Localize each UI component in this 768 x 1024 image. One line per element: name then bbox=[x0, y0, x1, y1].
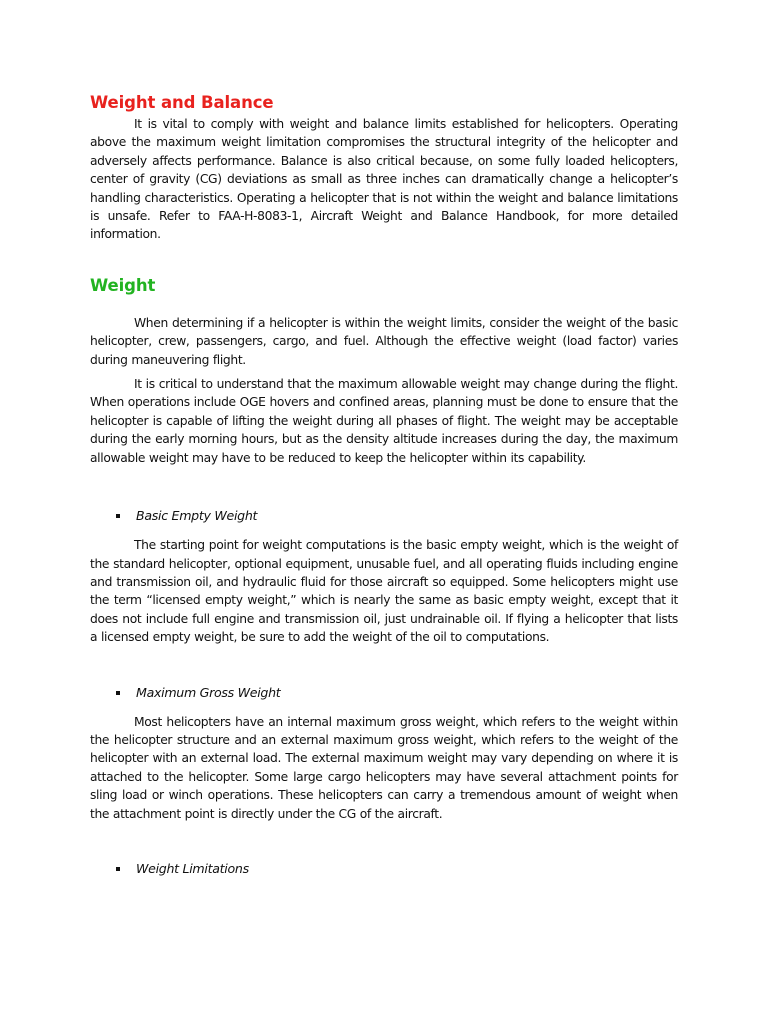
weight-paragraph-2: It is critical to understand that the maximum allowable weight may change during the flight. When operations include OGE hovers and confined areas, planning must be done to ensure that the helicopter is capable of lifting the weight during all phases of flight. The weight may be acceptable during the early morning hours, but as the density altitude increases during the day, the maximum allowable weight may have to be reduced to keep the helicopter within its capability. bbox=[90, 377, 678, 465]
intro-paragraph: It is vital to comply with weight and balance limits established for helicopters. Operating above the maximum weight limitation compromises the structural integrity of the helicopter and adversely affects performance. Balance is also critical because, on some fully loaded helicopters, center of gravity (CG) deviations as small as three inches can dramatically change a helicopter’s handling characteristics. Operating a helicopter that is not within the weight and balance limitations is unsafe. Refer to FAA-H-8083-1, Aircraft Weight and Balance Handbook, for more detailed information. bbox=[90, 117, 678, 242]
subsection-title: Weight bbox=[90, 275, 156, 295]
square-bullet-icon bbox=[116, 514, 120, 518]
bullet-maximum-gross-weight bbox=[90, 684, 678, 702]
bullet-title: Maximum Gross Weight bbox=[136, 684, 281, 700]
maximum-gross-weight-paragraph: Most helicopters have an internal maximum gross weight, which refers to the weight within the helicopter structure and an external maximum gross weight, which refers to the weight of the helicopter with an external load. The external maximum weight may vary depending on where it is attached to the helicopter. Some large cargo helicopters may have several attachment points for sling load or winch operations. These helicopters can carry a tremendous amount of weight when the attachment point is directly under the CG of the aircraft. bbox=[90, 714, 678, 821]
bullet-basic-empty-weight bbox=[90, 507, 678, 525]
square-bullet-icon bbox=[116, 867, 120, 871]
document-page bbox=[90, 92, 678, 878]
square-bullet-icon bbox=[116, 691, 120, 695]
weight-paragraph-1: When determining if a helicopter is within the weight limits, consider the weight of the basic helicopter, crew, passengers, cargo, and fuel. Although the effective weight (load factor) varies during maneuvering flight. bbox=[90, 315, 678, 367]
basic-empty-weight-paragraph: The starting point for weight computations is the basic empty weight, which is the weight of the standard helicopter, optional equipment, unusable fuel, and all operating fluids including engine and transmission oil, and hydraulic fluid for those aircraft so equipped. Some helicopters might use the term “licensed empty weight,” which is nearly the same as basic empty weight, except that it does not include full engine and transmission oil, just undrainable oil. If flying a helicopter that lists a licensed empty weight, be sure to add the weight of the oil to computations. bbox=[90, 538, 678, 645]
bullet-title: Weight Limitations bbox=[136, 860, 249, 876]
bullet-title: Basic Empty Weight bbox=[136, 508, 258, 524]
bullet-weight-limitations bbox=[90, 860, 678, 878]
section-title: Weight and Balance bbox=[90, 93, 274, 112]
